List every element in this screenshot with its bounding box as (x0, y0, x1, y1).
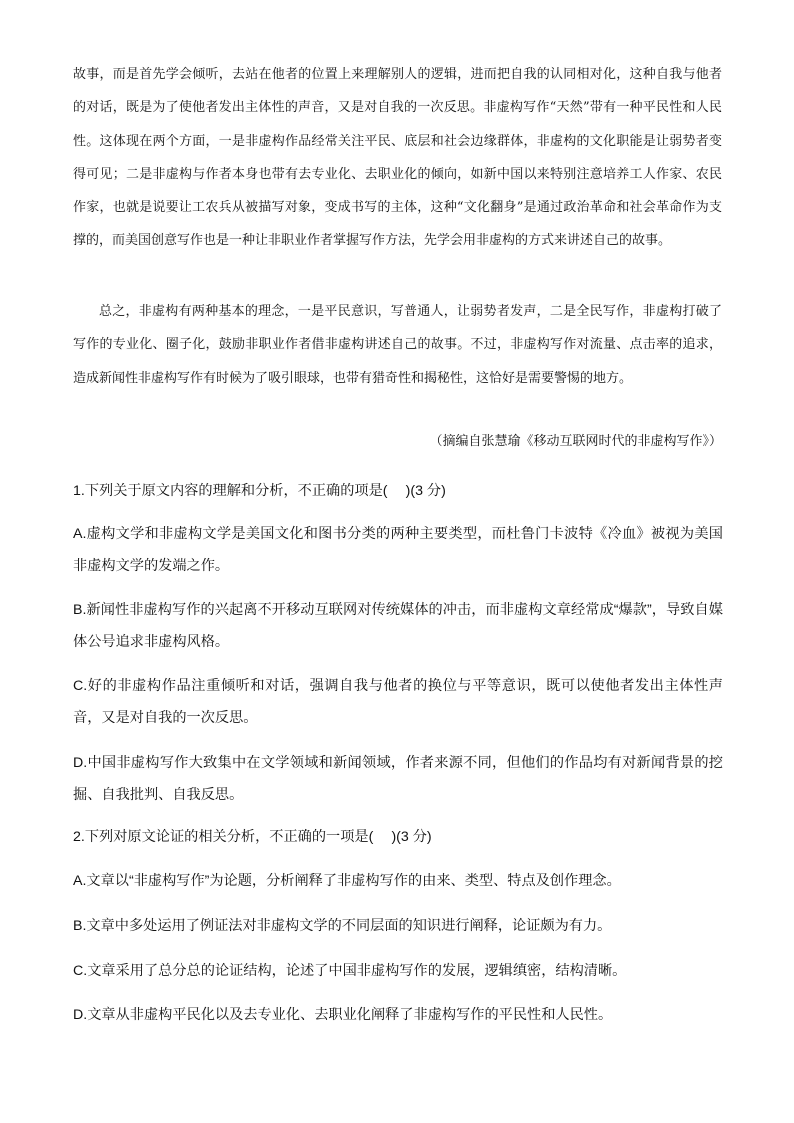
passage-paragraph-2: 总之，非虚构有两种基本的理念，一是平民意识，写普通人，让弱势者发声，二是全民写作，非虚构打破了写作的专业化、圈子化，鼓励非职业作者借非虚构讲述自己的故事。不过，非虚构写作对流量、点击率的追求，造成新闻性非虚构写作有时候为了吸引眼球，也带有猎奇性和揭秘性，这恰好是需要警惕的地方。 (73, 304, 722, 386)
passage-paragraph-1: 故事，而是首先学会倾听，去站在他者的位置上来理解别人的逻辑，进而把自我的认同相对化，这种自我与他者的对话，既是为了使他者发出主体性的声音，又是对自我的一次反思。非虚构写作“天然”带有一种平民性和人民性。这体现在两个方面，一是非虚构作品经常关注平民、底层和社会边缘群体，非虚构的文化职能是让弱势者变得可见；二是非虚构与作者本身也带有去专业化、去职业化的倾向，如新中国以来特别注意培养工人作家、农民作家，也就是说要让工农兵从被描写对象，变成书写的主体，这种“文化翻身”是通过政治革命和社会革命作为支撑的，而美国创意写作也是一种让非职业作者掌握写作方法，先学会用非虚构的方式来讲述自己的故事。 (73, 67, 722, 249)
question-1-option-b: B.新闻性非虚构写作的兴起离不开移动互联网对传统媒体的冲击，而非虚构文章经常成“爆款”，导致自媒体公号追求非虚构风格。 (73, 602, 723, 650)
question-2-stem: 2.下列对原文论证的相关分析，不正确的一项是( )(3 分) (73, 829, 432, 845)
question-2-option-b: B.文章中多处运用了例证法对非虚构文学的不同层面的知识进行阐释，论证颇为有力。 (73, 918, 612, 934)
question-1-stem: 1.下列关于原文内容的理解和分析，不正确的项是( )(3 分) (73, 483, 446, 499)
question-2-option-a: A.文章以“非虚构写作”为论题，分析阐释了非虚构写作的由来、类型、特点及创作理念。 (73, 873, 621, 889)
question-1-option-c: C.好的非虚构作品注重倾听和对话，强调自我与他者的换位与平等意识，既可以使他者发出主体性声音，又是对自我的一次反思。 (73, 678, 723, 726)
question-1-option-a: A.虚构文学和非虚构文学是美国文化和图书分类的两种主要类型，而杜鲁门卡波特《冷血》被视为美国非虚构文学的发端之作。 (73, 526, 723, 574)
question-2-option-c: C.文章采用了总分总的论证结构，论述了中国非虚构写作的发展，逻辑缜密，结构清晰。 (73, 963, 627, 979)
passage-source-citation: （摘编自张慧瑜《移动互联网时代的非虚构写作》） (429, 434, 722, 449)
question-2-option-d: D.文章从非虚构平民化以及去专业化、去职业化阐释了非虚构写作的平民性和人民性。 (73, 1007, 613, 1023)
question-1-option-d: D.中国非虚构写作大致集中在文学领域和新闻领域，作者来源不同，但他们的作品均有对新闻背景的挖掘、自我批判、自我反思。 (73, 755, 723, 803)
